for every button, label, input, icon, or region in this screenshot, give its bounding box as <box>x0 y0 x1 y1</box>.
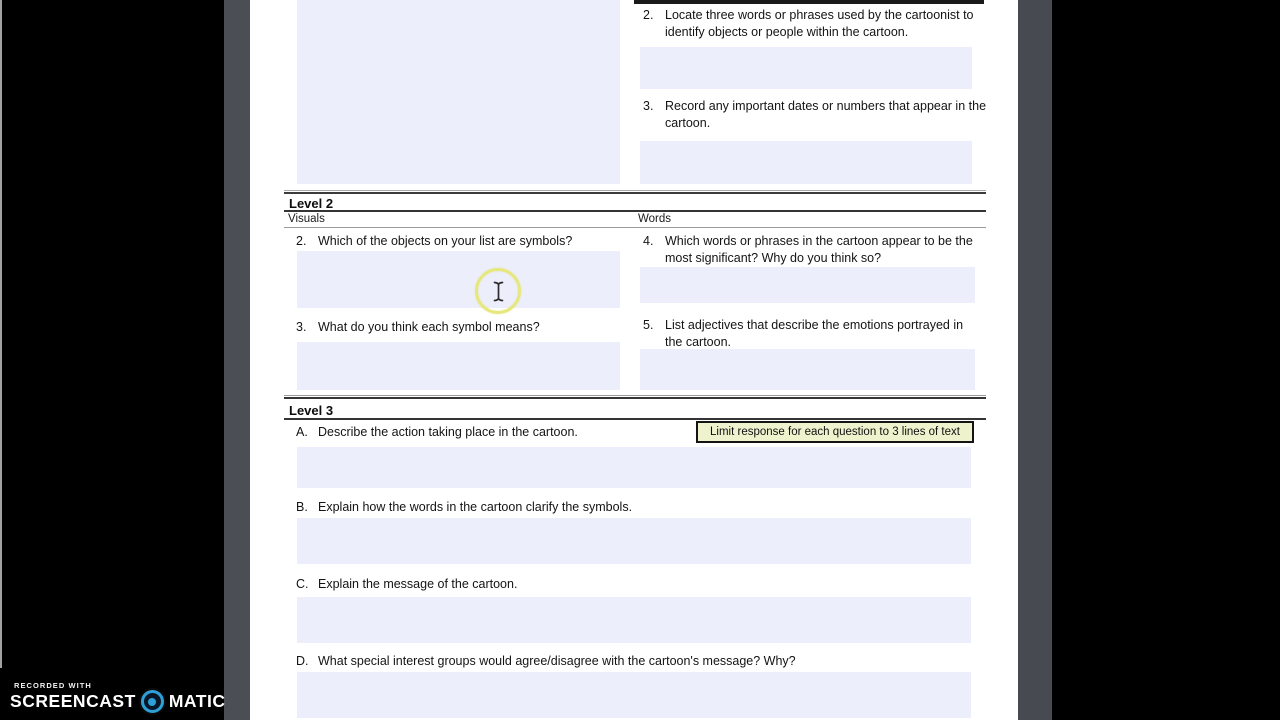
question-text: What special interest groups would agree/disagree with the cartoon's message? Why? <box>318 654 796 668</box>
question-number: 2. <box>296 234 307 248</box>
level3-header: Level 3 <box>289 403 334 418</box>
question-text: Explain the message of the cartoon. <box>318 577 518 591</box>
level2-q4-response-field[interactable] <box>640 267 975 303</box>
column-header-bottom-border <box>284 227 986 228</box>
question-text: List adjectives that describe the emotions portrayed in the cartoon. <box>665 318 964 349</box>
question-number: 4. <box>643 234 654 248</box>
question-number: 5. <box>643 318 654 332</box>
question-number: A. <box>296 425 308 439</box>
level2-q2-response-field[interactable] <box>297 251 620 308</box>
question-text: Record any important dates or numbers that appear in the cartoon. <box>665 99 987 130</box>
screencast-o-matic-icon-dot <box>148 698 156 706</box>
brand-matic-label: MATIC <box>168 691 226 711</box>
right-side-strip <box>1018 0 1052 720</box>
level3-qa-response-field[interactable] <box>297 447 971 488</box>
level1-visuals-response-field[interactable] <box>297 0 620 184</box>
level2-q3-response-field[interactable] <box>297 342 620 390</box>
question-text: Which words or phrases in the cartoon appear to be the most significant? Why do you think so? <box>665 234 973 265</box>
cursor-halo <box>475 268 521 314</box>
words-column-header: Words <box>638 213 672 225</box>
top-cell-border <box>634 0 984 4</box>
question-text: Describe the action taking place in the cartoon. <box>318 425 578 439</box>
screencast-o-matic-icon <box>141 690 164 713</box>
question-number: 3. <box>643 99 654 113</box>
table-left-border <box>0 0 2 720</box>
level2-header: Level 2 <box>289 196 334 211</box>
limit-note: Limit response for each question to 3 lines of text <box>696 421 974 443</box>
level3-qd-response-field[interactable] <box>297 672 971 718</box>
level3-qc-response-field[interactable] <box>297 597 971 643</box>
level3-header-bottom-border <box>284 418 986 420</box>
level1-q3-response-field[interactable] <box>640 141 972 184</box>
left-side-strip <box>224 0 250 720</box>
level3-header-top-border <box>284 397 986 399</box>
screencast-o-matic-watermark <box>0 668 226 720</box>
question-text: What do you think each symbol means? <box>318 320 540 334</box>
recorded-with-label: RECORDED WITH <box>14 681 92 690</box>
question-text: Locate three words or phrases used by the cartoonist to identify objects or people within the cartoon. <box>665 8 974 39</box>
level1-q2-response-field[interactable] <box>640 47 972 89</box>
level2-header-top-border <box>284 192 986 194</box>
brand-screencast-label: SCREENCAST <box>10 691 136 711</box>
question-number: 3. <box>296 320 307 334</box>
question-number: B. <box>296 500 308 514</box>
text-cursor-icon <box>492 281 505 302</box>
level3-qb-response-field[interactable] <box>297 518 971 564</box>
visuals-column-header: Visuals <box>288 213 325 225</box>
question-number: C. <box>296 577 309 591</box>
level2-q5-response-field[interactable] <box>640 349 975 390</box>
question-text: Explain how the words in the cartoon clarify the symbols. <box>318 500 633 514</box>
level2-header-bottom-border <box>284 210 986 212</box>
question-text: Which of the objects on your list are symbols? <box>318 234 573 248</box>
question-number: 2. <box>643 8 654 22</box>
row-border <box>284 190 986 191</box>
row-border <box>284 395 986 396</box>
question-number: D. <box>296 654 309 668</box>
